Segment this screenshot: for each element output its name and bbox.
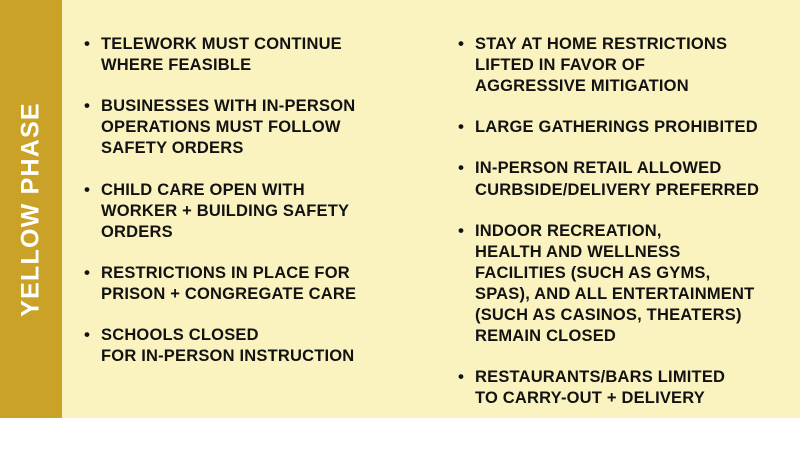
bullet-item: [84, 263, 420, 305]
bullet-line: HEALTH AND WELLNESS: [475, 242, 681, 261]
bullet-line: SPAS), AND ALL ENTERTAINMENT: [475, 284, 755, 303]
bullet-line: WORKER + BUILDING SAFETY: [101, 201, 350, 220]
bullet-line: SAFETY ORDERS: [101, 139, 244, 158]
footer-strip: [0, 418, 800, 450]
bullet-item: [84, 34, 420, 76]
bullet-line: REMAIN CLOSED: [475, 327, 617, 346]
bullet-line: • RESTAURANTS/BARS LIMITED: [475, 368, 726, 387]
bullet-item: [458, 367, 788, 409]
bullet-line: • CHILD CARE OPEN WITH: [101, 180, 305, 199]
bullet-line: CURBSIDE/DELIVERY PREFERRED: [475, 180, 760, 199]
bullet-line: • TELEWORK MUST CONTINUE: [101, 35, 342, 53]
bullet-line: OPERATIONS MUST FOLLOW: [101, 118, 341, 137]
bullet-item: [458, 158, 788, 200]
bullet-item: [84, 96, 420, 159]
bullet-item: [458, 34, 788, 97]
bullet-line: • INDOOR RECREATION,: [475, 221, 662, 240]
bullet-line: FOR IN-PERSON INSTRUCTION: [101, 347, 355, 366]
phase-bar: [0, 0, 62, 418]
bullet-line: LIFTED IN FAVOR OF: [475, 56, 646, 75]
bullet-line: • STAY AT HOME RESTRICTIONS: [475, 35, 728, 53]
bullet-line: AGGRESSIVE MITIGATION: [475, 77, 689, 96]
bullet-line: • RESTRICTIONS IN PLACE FOR: [101, 263, 350, 282]
bullet-line: TO CARRY-OUT + DELIVERY: [475, 389, 705, 408]
right-bullet-list: [458, 34, 788, 410]
bullet-line: ORDERS: [101, 222, 173, 241]
left-column: [62, 0, 430, 418]
bullet-line: • BUSINESSES WITH IN-PERSON: [101, 97, 356, 116]
bullet-item: [84, 325, 420, 367]
bullet-line: (SUCH AS CASINOS, THEATERS): [475, 306, 742, 325]
bullet-item: [84, 180, 420, 243]
bullet-line: • IN-PERSON RETAIL ALLOWED: [475, 159, 722, 178]
bullet-line: • LARGE GATHERINGS PROHIBITED: [475, 118, 758, 137]
bullet-line: WHERE FEASIBLE: [101, 56, 252, 75]
bullet-line: PRISON + CONGREGATE CARE: [101, 284, 357, 303]
bullet-columns: [62, 0, 800, 418]
right-column: [430, 0, 800, 418]
bullet-item: [458, 221, 788, 348]
phase-label: YELLOW PHASE: [16, 101, 45, 317]
bullet-item: [458, 117, 788, 138]
bullet-line: FACILITIES (SUCH AS GYMS,: [475, 263, 711, 282]
left-bullet-list: [84, 34, 420, 367]
bullet-line: • SCHOOLS CLOSED: [101, 326, 259, 345]
